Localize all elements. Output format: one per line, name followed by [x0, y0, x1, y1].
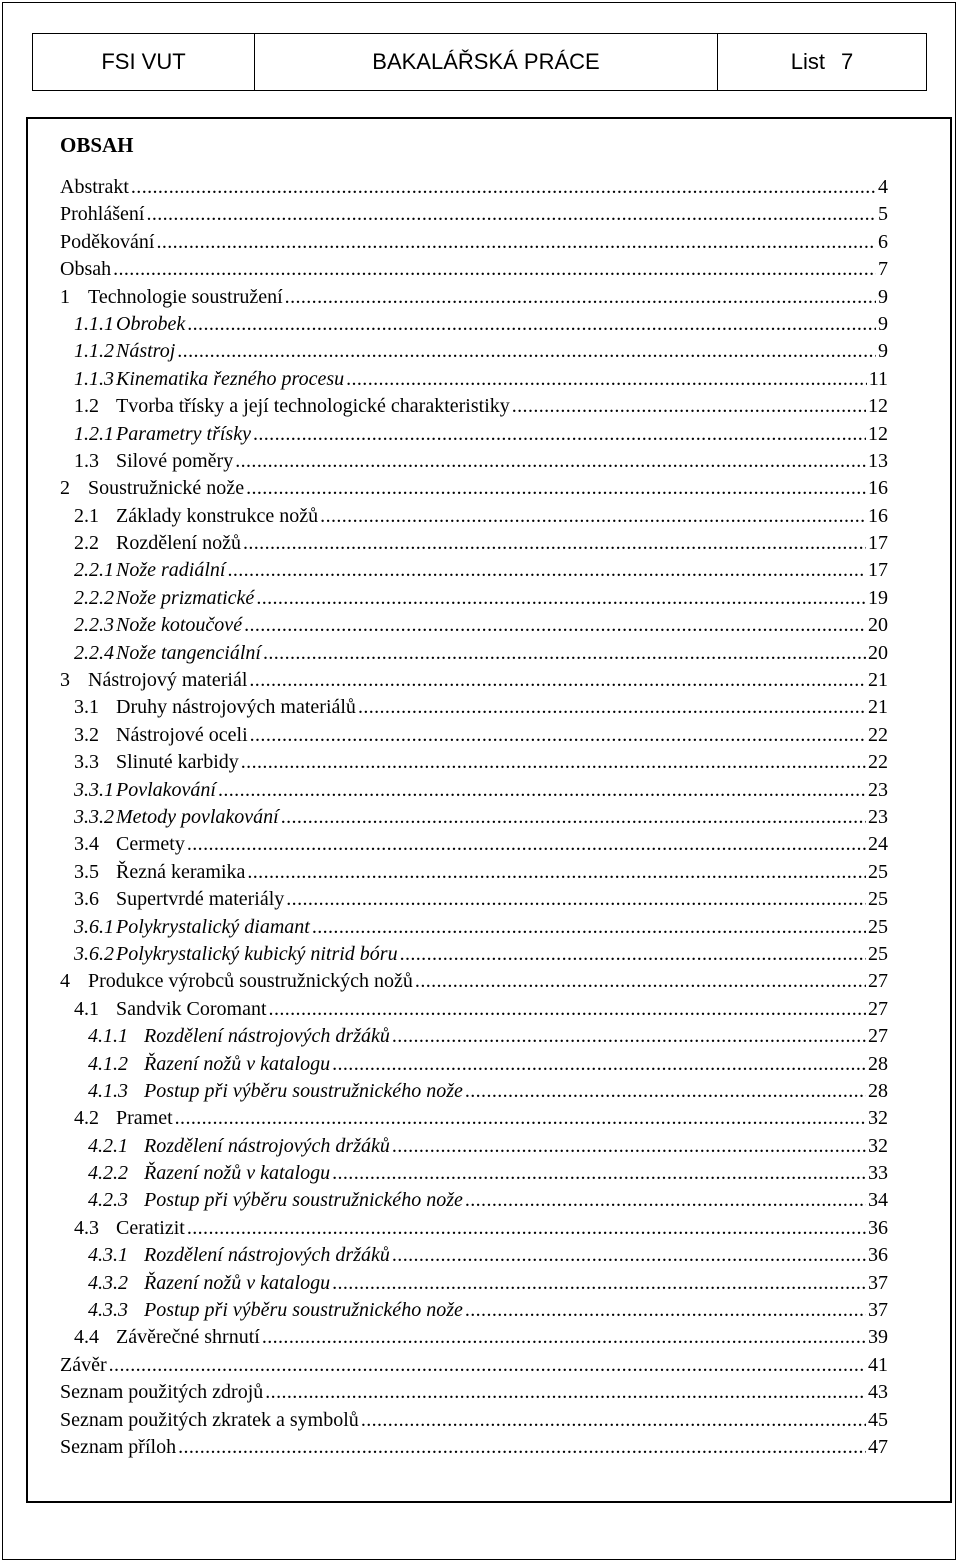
toc-entry-label	[74, 421, 251, 448]
toc-leader-dots	[320, 503, 866, 530]
toc-entry[interactable]	[60, 503, 888, 530]
toc-entry[interactable]	[60, 941, 888, 968]
toc-entry-label	[60, 667, 247, 694]
toc-entry-text: Postup při výběru soustružnického nože	[144, 1299, 463, 1322]
toc-entry-number: 4.3	[74, 1216, 99, 1239]
toc-entry-page: 6	[878, 230, 888, 253]
toc-entry-label	[74, 338, 175, 365]
toc-leader-dots	[253, 421, 866, 448]
header-doc-type	[255, 34, 718, 90]
toc-entry-page: 25	[868, 860, 888, 883]
toc-entry-label	[74, 831, 185, 858]
toc-entry-label	[74, 612, 242, 639]
toc-entry-text: Polykrystalický kubický nitrid bóru	[116, 942, 398, 965]
toc-entry[interactable]	[60, 1324, 888, 1351]
toc-leader-dots	[265, 1379, 866, 1406]
toc-entry-label	[60, 968, 413, 995]
toc-leader-dots	[465, 1297, 866, 1324]
toc-entry-label	[88, 1023, 390, 1050]
toc-entry-page: 43	[868, 1381, 888, 1404]
toc-entry-page: 27	[868, 997, 888, 1020]
toc-entry-label	[60, 201, 144, 228]
toc-entry-page: 32	[868, 1134, 888, 1157]
toc-leader-dots	[218, 777, 866, 804]
toc-leader-dots	[187, 831, 866, 858]
toc-entry-label	[74, 804, 279, 831]
toc-leader-dots	[177, 338, 876, 365]
toc-leader-dots	[465, 1187, 866, 1214]
toc-entry[interactable]	[60, 311, 888, 338]
toc-entry-text: Druhy nástrojových materiálů	[116, 696, 356, 719]
toc-entry-text: Nože radiální	[116, 559, 226, 582]
toc-entry-page: 25	[868, 942, 888, 965]
toc-entry[interactable]	[60, 886, 888, 913]
toc-entry-text: Soustružnické nože	[88, 477, 245, 500]
toc-entry-page: 9	[878, 340, 888, 363]
toc-leader-dots	[361, 1407, 866, 1434]
toc-entry-label	[88, 1078, 463, 1105]
toc-entry[interactable]	[60, 1270, 888, 1297]
toc-leader-dots	[312, 914, 866, 941]
toc-entry-page: 22	[868, 723, 888, 746]
toc-entry-label	[74, 941, 398, 968]
toc-entry-page: 21	[868, 669, 888, 692]
toc-entry-text: Produkce výrobců soustružnických nožů	[88, 970, 413, 993]
toc-entry-label	[60, 1379, 263, 1406]
header-list	[718, 34, 926, 90]
toc-entry[interactable]	[60, 914, 888, 941]
toc-entry-text: Postup při výběru soustružnického nože	[144, 1189, 463, 1212]
toc-entry-text: Poděkování	[60, 230, 155, 253]
toc-entry-number: 3.5	[74, 860, 99, 883]
toc-entry-number: 4.2.1	[88, 1134, 128, 1157]
toc-title: OBSAH	[60, 133, 134, 157]
toc-leader-dots	[113, 256, 876, 283]
toc-entry-number: 3.3	[74, 751, 99, 774]
toc-entry-page: 47	[868, 1435, 888, 1458]
toc-entry-text: Postup při výběru soustružnického nože	[144, 1079, 463, 1102]
toc-entry[interactable]	[60, 640, 888, 667]
toc-entry-page: 24	[868, 833, 888, 856]
toc-entry-page: 12	[868, 395, 888, 418]
toc-entry-label	[74, 777, 216, 804]
toc-entry-text: Rozdělení nástrojových držáků	[144, 1244, 390, 1267]
toc-entry-text: Obsah	[60, 258, 112, 281]
toc-entry-page: 21	[868, 696, 888, 719]
toc-entry-page: 27	[868, 970, 888, 993]
toc-entry-page: 41	[868, 1353, 888, 1376]
toc-entry-number: 4.3.3	[88, 1299, 128, 1322]
toc-entry-page: 28	[868, 1052, 888, 1075]
header-doc-type-text: BAKALÁŘSKÁ PRÁCE	[372, 49, 600, 74]
toc-entry-label	[88, 1133, 390, 1160]
toc-entry-text: Rozdělení nástrojových držáků	[144, 1134, 390, 1157]
toc-entry-page: 36	[868, 1244, 888, 1267]
toc-entry-text: Závěrečné shrnutí	[116, 1326, 260, 1349]
toc-entry-page: 20	[868, 614, 888, 637]
toc-entry[interactable]	[60, 1215, 888, 1242]
toc-entry-number: 1.3	[74, 449, 99, 472]
toc-entry-text: Závěr	[60, 1353, 107, 1376]
toc-entry-number: 1.1.2	[74, 340, 114, 363]
toc-entry-number: 3.3.2	[74, 805, 114, 828]
toc-leader-dots	[247, 859, 866, 886]
toc-entry-page: 16	[868, 504, 888, 527]
toc-entry-number: 4.3.2	[88, 1271, 128, 1294]
toc-leader-dots	[244, 612, 866, 639]
toc-entry-page: 20	[868, 641, 888, 664]
toc-entry-label	[74, 694, 356, 721]
toc-entry-label	[88, 1270, 330, 1297]
toc-entry-number: 3.6.1	[74, 915, 114, 938]
toc-entry-page: 9	[878, 312, 888, 335]
toc-entry[interactable]	[60, 667, 888, 694]
toc-entry-number: 4.1.1	[88, 1025, 128, 1048]
toc-entry-text: Řazení nožů v katalogu	[144, 1271, 331, 1294]
toc-entry[interactable]	[60, 831, 888, 858]
table-of-contents	[60, 174, 888, 1461]
toc-entry-text: Silové poměry	[116, 449, 234, 472]
toc-leader-dots	[358, 694, 866, 721]
toc-entry-label	[74, 1215, 185, 1242]
toc-entry[interactable]	[60, 694, 888, 721]
toc-entry[interactable]	[60, 1242, 888, 1269]
toc-leader-dots	[332, 1051, 866, 1078]
toc-entry-text: Prohlášení	[60, 203, 145, 226]
toc-entry[interactable]	[60, 859, 888, 886]
toc-entry-number: 3	[60, 669, 70, 692]
toc-entry-label	[88, 1297, 463, 1324]
toc-leader-dots	[235, 448, 866, 475]
toc-entry-label	[74, 393, 510, 420]
toc-entry-page: 23	[868, 778, 888, 801]
toc-entry-text: Slinuté karbidy	[116, 751, 239, 774]
toc-entry[interactable]	[60, 777, 888, 804]
toc-entry-text: Nástroj	[116, 340, 176, 363]
toc-entry-label	[74, 448, 233, 475]
toc-entry[interactable]	[60, 1434, 888, 1461]
toc-entry-label	[74, 859, 245, 886]
toc-entry[interactable]	[60, 1297, 888, 1324]
toc-entry-label	[60, 284, 283, 311]
toc-entry-number: 3.6	[74, 888, 99, 911]
toc-entry-page: 5	[878, 203, 888, 226]
toc-entry-page: 12	[868, 422, 888, 445]
toc-entry-label	[74, 996, 267, 1023]
toc-leader-dots	[332, 1270, 866, 1297]
toc-entry-text: Nože kotoučové	[116, 614, 243, 637]
toc-leader-dots	[392, 1023, 866, 1050]
toc-entry[interactable]	[60, 1105, 888, 1132]
toc-entry-label	[74, 914, 310, 941]
toc-entry[interactable]	[60, 448, 888, 475]
toc-entry-text: Nože tangenciální	[116, 641, 261, 664]
toc-entry-label	[60, 174, 129, 201]
toc-entry-page: 7	[878, 258, 888, 281]
toc-entry-label	[60, 475, 244, 502]
toc-entry-text: Obrobek	[116, 312, 186, 335]
toc-leader-dots	[332, 1160, 866, 1187]
toc-entry[interactable]	[60, 1187, 888, 1214]
toc-entry[interactable]	[60, 996, 888, 1023]
toc-leader-dots	[465, 1078, 866, 1105]
toc-entry-number: 4.2.3	[88, 1189, 128, 1212]
toc-entry[interactable]	[60, 1407, 888, 1434]
toc-entry-text: Tvorba třísky a její technologické charakteristiky	[116, 395, 510, 418]
toc-entry-number: 3.4	[74, 833, 99, 856]
toc-entry[interactable]	[60, 393, 888, 420]
toc-entry-text: Supertvrdé materiály	[116, 888, 285, 911]
toc-entry-label	[74, 1324, 260, 1351]
toc-entry-label	[74, 722, 248, 749]
toc-entry-number: 1.1.3	[74, 367, 114, 390]
toc-entry[interactable]	[60, 1379, 888, 1406]
toc-entry[interactable]	[60, 722, 888, 749]
toc-entry-page: 32	[868, 1107, 888, 1130]
toc-entry-page: 33	[868, 1162, 888, 1185]
toc-entry-label	[74, 557, 225, 584]
toc-entry[interactable]	[60, 421, 888, 448]
toc-entry[interactable]	[60, 338, 888, 365]
toc-entry-text: Povlakování	[116, 778, 216, 801]
toc-entry-page: 17	[868, 559, 888, 582]
toc-entry-text: Nástrojové oceli	[116, 723, 248, 746]
toc-entry-page: 25	[868, 915, 888, 938]
toc-leader-dots	[269, 996, 866, 1023]
toc-entry-number: 4.1.3	[88, 1079, 128, 1102]
toc-leader-dots	[250, 722, 866, 749]
toc-entry-number: 1.2	[74, 395, 99, 418]
toc-entry-text: Seznam použitých zdrojů	[60, 1381, 264, 1404]
header-list-number: 7	[841, 49, 854, 74]
toc-entry-label	[88, 1160, 330, 1187]
toc-entry-label	[60, 1434, 176, 1461]
toc-entry-label	[74, 886, 284, 913]
toc-entry-label	[60, 1352, 107, 1379]
toc-entry-text: Rozdělení nožů	[116, 532, 241, 555]
toc-entry[interactable]	[60, 1051, 888, 1078]
toc-leader-dots	[243, 530, 866, 557]
toc-entry-number: 4.2	[74, 1107, 99, 1130]
toc-entry[interactable]	[60, 229, 888, 256]
toc-leader-dots	[392, 1242, 866, 1269]
toc-entry[interactable]	[60, 366, 888, 393]
toc-entry-page: 27	[868, 1025, 888, 1048]
toc-leader-dots	[131, 174, 876, 201]
toc-entry[interactable]	[60, 1133, 888, 1160]
toc-leader-dots	[281, 804, 866, 831]
toc-entry-label	[60, 229, 154, 256]
toc-leader-dots	[286, 886, 866, 913]
toc-leader-dots	[346, 366, 867, 393]
toc-entry-label	[88, 1187, 463, 1214]
toc-entry-text: Řazení nožů v katalogu	[144, 1162, 331, 1185]
toc-entry[interactable]	[60, 530, 888, 557]
toc-leader-dots	[187, 311, 876, 338]
toc-entry-number: 3.2	[74, 723, 99, 746]
toc-entry-number: 3.6.2	[74, 942, 114, 965]
toc-entry-label	[60, 256, 111, 283]
toc-leader-dots	[109, 1352, 866, 1379]
toc-entry-number: 2.2.4	[74, 641, 114, 664]
toc-entry-text: Rozdělení nástrojových držáků	[144, 1025, 390, 1048]
toc-entry-label	[74, 503, 318, 530]
toc-leader-dots	[227, 557, 866, 584]
toc-leader-dots	[256, 585, 866, 612]
toc-entry-text: Metody povlakování	[116, 805, 279, 828]
page-header	[32, 33, 927, 91]
toc-entry-text: Řazení nožů v katalogu	[144, 1052, 331, 1075]
toc-entry-text: Technologie soustružení	[88, 285, 283, 308]
toc-entry-text: Polykrystalický diamant	[116, 915, 310, 938]
toc-entry-label	[74, 640, 261, 667]
content-frame	[26, 117, 952, 1503]
toc-leader-dots	[249, 667, 866, 694]
toc-entry-page: 9	[878, 285, 888, 308]
toc-entry-text: Řezná keramika	[116, 860, 246, 883]
toc-entry-number: 2.2.3	[74, 614, 114, 637]
toc-entry-number: 4.3.1	[88, 1244, 128, 1267]
toc-entry-number: 1.1.1	[74, 312, 114, 335]
toc-leader-dots	[415, 968, 866, 995]
toc-entry[interactable]	[60, 1160, 888, 1187]
toc-entry[interactable]	[60, 968, 888, 995]
toc-entry-label	[88, 1051, 330, 1078]
toc-leader-dots	[400, 941, 866, 968]
toc-entry-text: Pramet	[116, 1107, 173, 1130]
toc-entry-page: 11	[868, 367, 888, 390]
header-school-text: FSI VUT	[101, 49, 186, 74]
toc-entry-text: Seznam příloh	[60, 1435, 177, 1458]
toc-entry-number: 2.2.2	[74, 586, 114, 609]
toc-entry-text: Seznam použitých zkratek a symbolů	[60, 1408, 359, 1431]
toc-entry-text: Kinematika řezného procesu	[116, 367, 345, 390]
toc-entry-number: 2	[60, 477, 70, 500]
toc-leader-dots	[512, 393, 866, 420]
toc-entry-number: 4.1.2	[88, 1052, 128, 1075]
toc-leader-dots	[263, 640, 866, 667]
toc-entry-label	[74, 530, 241, 557]
toc-entry-page: 17	[868, 532, 888, 555]
toc-entry-label	[74, 366, 344, 393]
toc-entry-label	[74, 311, 185, 338]
toc-leader-dots	[146, 201, 876, 228]
toc-entry-page: 34	[868, 1189, 888, 1212]
toc-entry[interactable]	[60, 284, 888, 311]
toc-entry[interactable]	[60, 557, 888, 584]
toc-entry-label	[60, 1407, 359, 1434]
toc-leader-dots	[262, 1324, 866, 1351]
toc-leader-dots	[156, 229, 876, 256]
toc-entry-label	[74, 749, 239, 776]
toc-entry-page: 37	[868, 1271, 888, 1294]
toc-entry-text: Parametry třísky	[116, 422, 251, 445]
toc-entry-page: 16	[868, 477, 888, 500]
toc-entry-number: 2.2.1	[74, 559, 114, 582]
toc-entry-page: 36	[868, 1216, 888, 1239]
toc-entry-label	[88, 1242, 390, 1269]
toc-leader-dots	[175, 1105, 866, 1132]
toc-entry-page: 39	[868, 1326, 888, 1349]
toc-entry[interactable]	[60, 1352, 888, 1379]
toc-entry-page: 28	[868, 1079, 888, 1102]
toc-entry-page: 45	[868, 1408, 888, 1431]
toc-leader-dots	[392, 1133, 866, 1160]
toc-entry-text: Ceratizit	[116, 1216, 185, 1239]
toc-entry[interactable]	[60, 749, 888, 776]
toc-entry-page: 4	[878, 176, 888, 198]
toc-entry-page: 23	[868, 805, 888, 828]
toc-entry-page: 19	[868, 586, 888, 609]
toc-entry-text: Nástrojový materiál	[88, 669, 248, 692]
toc-entry[interactable]	[60, 174, 888, 201]
toc-leader-dots	[178, 1434, 866, 1461]
toc-entry-page: 25	[868, 888, 888, 911]
toc-entry-page: 22	[868, 751, 888, 774]
toc-entry[interactable]	[60, 256, 888, 283]
toc-entry[interactable]	[60, 1078, 888, 1105]
toc-entry-label	[74, 585, 254, 612]
toc-entry-number: 4	[60, 970, 70, 993]
toc-leader-dots	[285, 284, 876, 311]
toc-entry-label	[74, 1105, 173, 1132]
toc-entry-text: Základy konstrukce nožů	[116, 504, 319, 527]
toc-entry[interactable]	[60, 1023, 888, 1050]
toc-entry-number: 1.2.1	[74, 422, 114, 445]
toc-entry-text: Cermety	[116, 833, 185, 856]
toc-entry[interactable]	[60, 804, 888, 831]
toc-entry[interactable]	[60, 475, 888, 502]
toc-leader-dots	[187, 1215, 866, 1242]
toc-entry-number: 4.2.2	[88, 1162, 128, 1185]
toc-entry-number: 2.1	[74, 504, 99, 527]
toc-entry-page: 13	[868, 449, 888, 472]
toc-entry-number: 1	[60, 285, 70, 308]
toc-entry-number: 2.2	[74, 532, 99, 555]
toc-entry-number: 3.1	[74, 696, 99, 719]
toc-leader-dots	[241, 749, 866, 776]
toc-entry[interactable]	[60, 585, 888, 612]
toc-entry-number: 4.4	[74, 1326, 99, 1349]
toc-entry[interactable]	[60, 612, 888, 639]
toc-entry-page: 37	[868, 1299, 888, 1322]
toc-entry-number: 3.3.1	[74, 778, 114, 801]
toc-leader-dots	[246, 475, 866, 502]
toc-entry[interactable]	[60, 201, 888, 228]
toc-entry-text: Abstrakt	[60, 176, 129, 198]
toc-entry-text: Nože prizmatické	[116, 586, 255, 609]
header-school	[33, 34, 255, 90]
header-list-label: List	[790, 49, 825, 74]
toc-entry-text: Sandvik Coromant	[116, 997, 267, 1020]
toc-entry-number: 4.1	[74, 997, 99, 1020]
